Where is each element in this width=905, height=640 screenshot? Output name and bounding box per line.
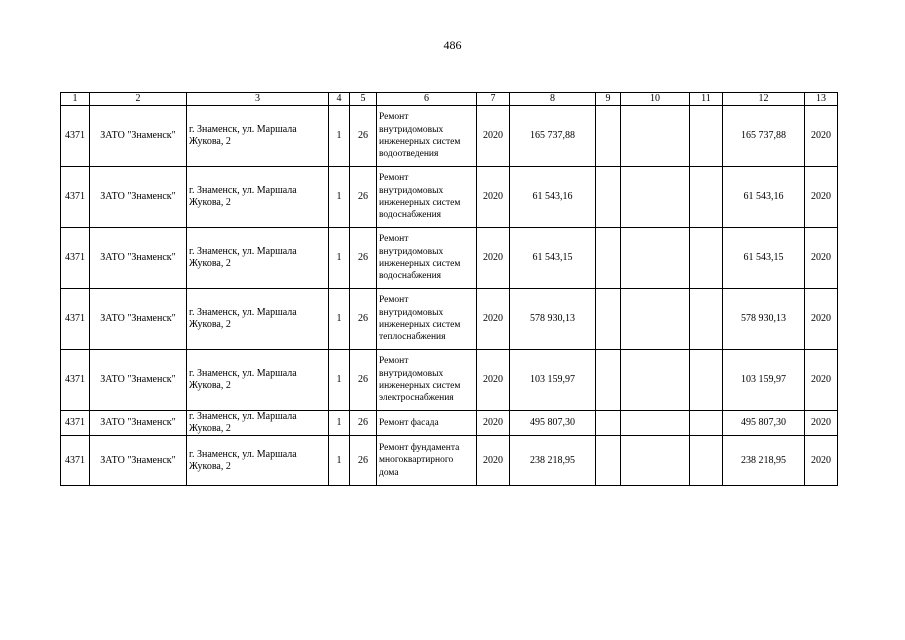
cell-col12: 103 159,97 (723, 350, 805, 411)
header-cell: 2 (90, 93, 187, 106)
cell-col5: 26 (350, 289, 377, 350)
capital-repair-table (60, 92, 838, 486)
cell-address: г. Знаменск, ул. Маршала Жукова, 2 (187, 411, 329, 436)
header-cell: 9 (596, 93, 621, 106)
cell-id: 4371 (61, 411, 90, 436)
header-cell: 1 (61, 93, 90, 106)
cell-work-type: Ремонт фундамента многоквартирного дома (377, 436, 477, 486)
cell-work-type: Ремонт внутридомовых инженерных систем электроснабжения (377, 350, 477, 411)
cell-col12: 238 218,95 (723, 436, 805, 486)
cell-col10 (621, 350, 690, 411)
cell-col13: 2020 (805, 436, 838, 486)
cell-col13: 2020 (805, 411, 838, 436)
table-row (61, 350, 838, 411)
cell-address: г. Знаменск, ул. Маршала Жукова, 2 (187, 350, 329, 411)
cell-year: 2020 (477, 228, 510, 289)
cell-col10 (621, 436, 690, 486)
header-cell: 12 (723, 93, 805, 106)
cell-col11 (690, 289, 723, 350)
cell-col11 (690, 167, 723, 228)
cell-id: 4371 (61, 436, 90, 486)
cell-municipality: ЗАТО "Знаменск" (90, 350, 187, 411)
cell-municipality: ЗАТО "Знаменск" (90, 411, 187, 436)
table-row (61, 167, 838, 228)
cell-id: 4371 (61, 228, 90, 289)
cell-col11 (690, 228, 723, 289)
cell-work-type: Ремонт фасада (377, 411, 477, 436)
cell-address: г. Знаменск, ул. Маршала Жукова, 2 (187, 167, 329, 228)
cell-col9 (596, 350, 621, 411)
cell-col5: 26 (350, 106, 377, 167)
cell-col10 (621, 289, 690, 350)
header-cell: 7 (477, 93, 510, 106)
cell-id: 4371 (61, 106, 90, 167)
cell-col9 (596, 228, 621, 289)
header-cell: 4 (329, 93, 350, 106)
cell-total-cost: 61 543,15 (510, 228, 596, 289)
cell-col12: 495 807,30 (723, 411, 805, 436)
cell-work-type: Ремонт внутридомовых инженерных систем водоснабжения (377, 228, 477, 289)
cell-year: 2020 (477, 436, 510, 486)
cell-col4: 1 (329, 411, 350, 436)
cell-total-cost: 495 807,30 (510, 411, 596, 436)
cell-id: 4371 (61, 350, 90, 411)
cell-col4: 1 (329, 228, 350, 289)
cell-total-cost: 578 930,13 (510, 289, 596, 350)
cell-municipality: ЗАТО "Знаменск" (90, 228, 187, 289)
cell-col4: 1 (329, 167, 350, 228)
cell-municipality: ЗАТО "Знаменск" (90, 106, 187, 167)
cell-work-type: Ремонт внутридомовых инженерных систем теплоснабжения (377, 289, 477, 350)
cell-year: 2020 (477, 106, 510, 167)
table-row (61, 228, 838, 289)
cell-col12: 61 543,16 (723, 167, 805, 228)
cell-col13: 2020 (805, 228, 838, 289)
cell-work-type: Ремонт внутридомовых инженерных систем водоотведения (377, 106, 477, 167)
cell-address: г. Знаменск, ул. Маршала Жукова, 2 (187, 289, 329, 350)
cell-col4: 1 (329, 106, 350, 167)
cell-col5: 26 (350, 167, 377, 228)
cell-col10 (621, 167, 690, 228)
cell-col5: 26 (350, 436, 377, 486)
cell-col11 (690, 106, 723, 167)
cell-total-cost: 238 218,95 (510, 436, 596, 486)
cell-col13: 2020 (805, 350, 838, 411)
cell-col9 (596, 106, 621, 167)
header-cell: 6 (377, 93, 477, 106)
page-number: 486 (443, 38, 462, 52)
cell-col9 (596, 411, 621, 436)
cell-col13: 2020 (805, 289, 838, 350)
header-cell: 10 (621, 93, 690, 106)
cell-municipality: ЗАТО "Знаменск" (90, 436, 187, 486)
table-row (61, 289, 838, 350)
cell-col9 (596, 289, 621, 350)
table-row (61, 106, 838, 167)
cell-col12: 165 737,88 (723, 106, 805, 167)
header-cell: 3 (187, 93, 329, 106)
cell-address: г. Знаменск, ул. Маршала Жукова, 2 (187, 436, 329, 486)
cell-col5: 26 (350, 350, 377, 411)
cell-col5: 26 (350, 411, 377, 436)
cell-col10 (621, 411, 690, 436)
cell-municipality: ЗАТО "Знаменск" (90, 289, 187, 350)
cell-col9 (596, 167, 621, 228)
cell-year: 2020 (477, 350, 510, 411)
cell-col10 (621, 228, 690, 289)
cell-work-type: Ремонт внутридомовых инженерных систем водоснабжения (377, 167, 477, 228)
cell-col13: 2020 (805, 167, 838, 228)
cell-id: 4371 (61, 167, 90, 228)
cell-col4: 1 (329, 436, 350, 486)
cell-address: г. Знаменск, ул. Маршала Жукова, 2 (187, 228, 329, 289)
cell-col4: 1 (329, 350, 350, 411)
cell-total-cost: 61 543,16 (510, 167, 596, 228)
header-row (61, 93, 838, 106)
cell-id: 4371 (61, 289, 90, 350)
cell-municipality: ЗАТО "Знаменск" (90, 167, 187, 228)
cell-total-cost: 165 737,88 (510, 106, 596, 167)
cell-col11 (690, 350, 723, 411)
cell-year: 2020 (477, 167, 510, 228)
cell-total-cost: 103 159,97 (510, 350, 596, 411)
table-row (61, 411, 838, 436)
cell-col12: 61 543,15 (723, 228, 805, 289)
header-cell: 8 (510, 93, 596, 106)
cell-col5: 26 (350, 228, 377, 289)
cell-year: 2020 (477, 289, 510, 350)
cell-col10 (621, 106, 690, 167)
cell-col4: 1 (329, 289, 350, 350)
table-row (61, 436, 838, 486)
header-cell: 13 (805, 93, 838, 106)
cell-year: 2020 (477, 411, 510, 436)
cell-address: г. Знаменск, ул. Маршала Жукова, 2 (187, 106, 329, 167)
cell-col11 (690, 436, 723, 486)
cell-col9 (596, 436, 621, 486)
cell-col12: 578 930,13 (723, 289, 805, 350)
cell-col11 (690, 411, 723, 436)
header-cell: 11 (690, 93, 723, 106)
cell-col13: 2020 (805, 106, 838, 167)
header-cell: 5 (350, 93, 377, 106)
